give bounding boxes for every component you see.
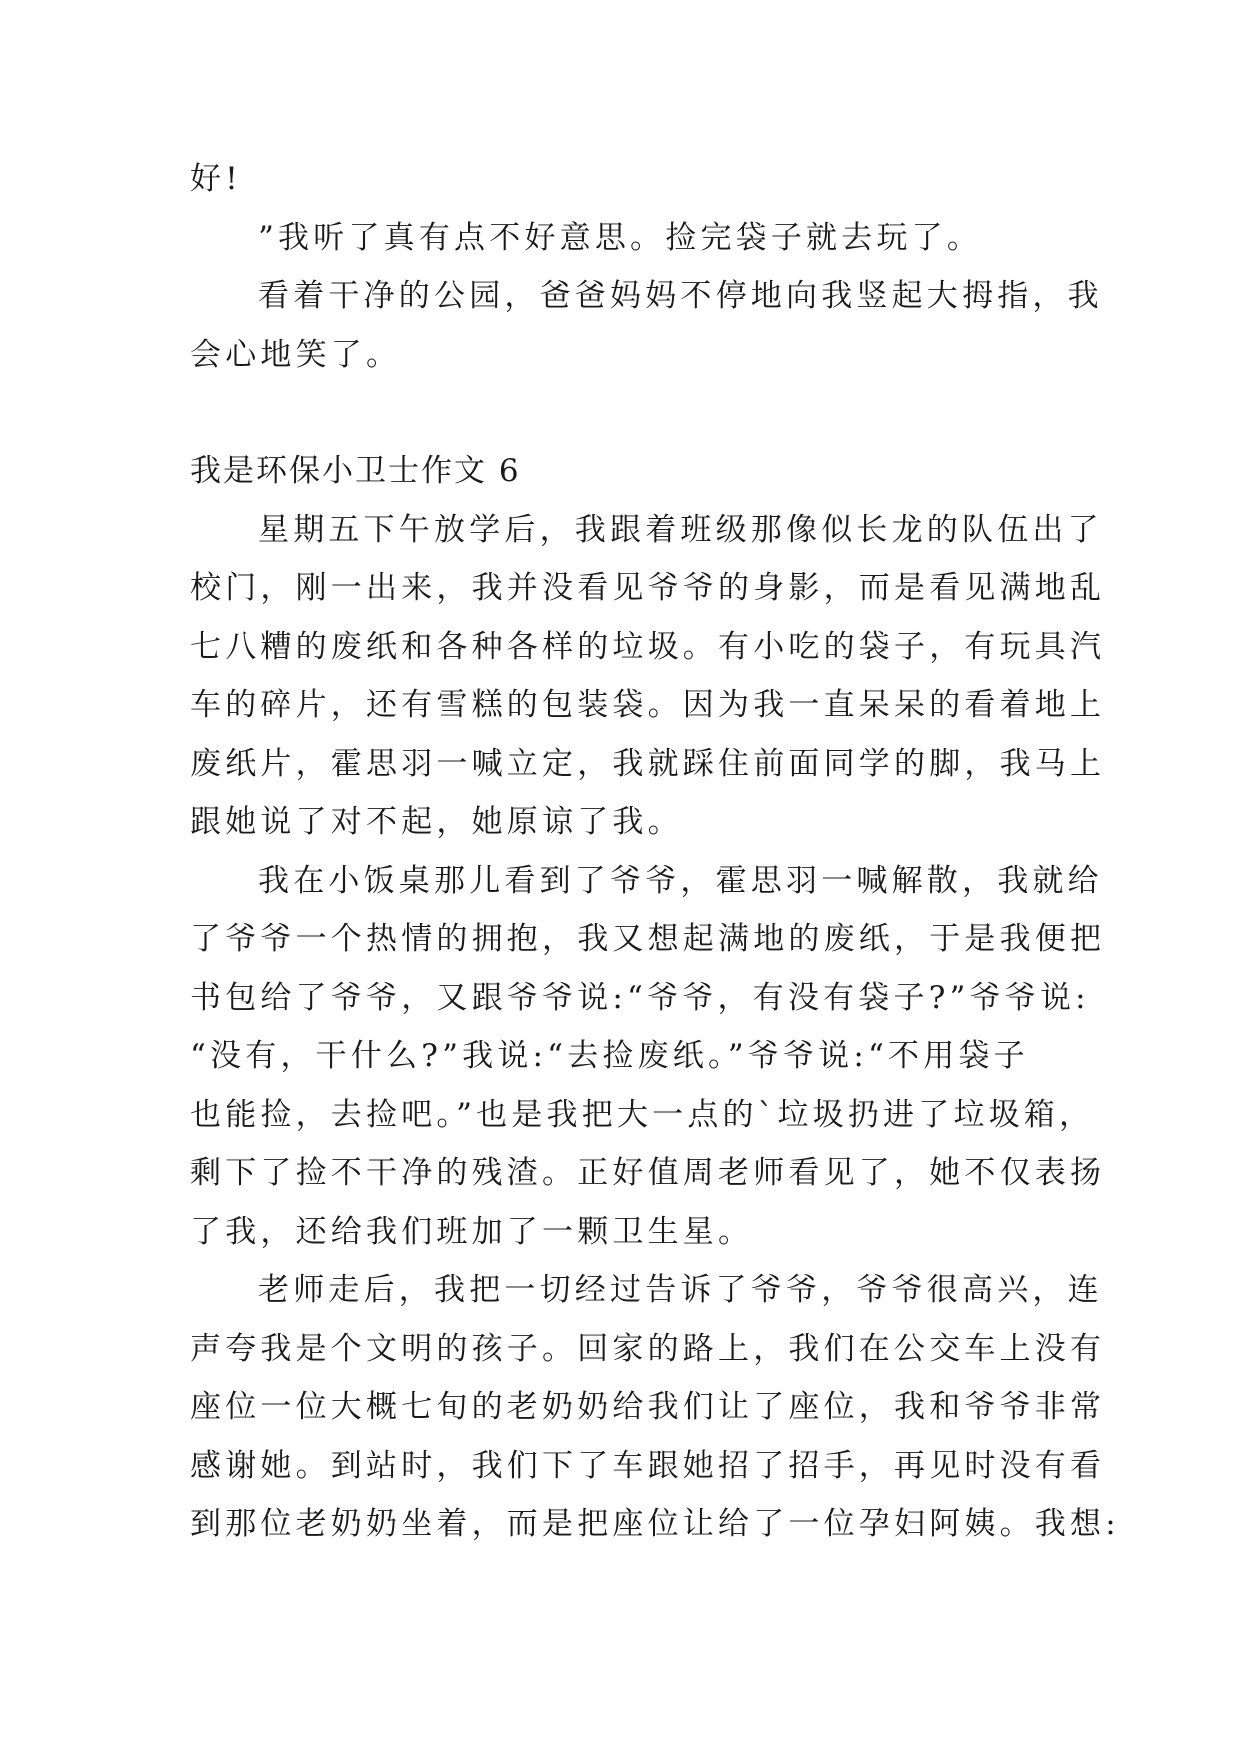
text-line: 了爷爷一个热情的拥抱，我又想起满地的废纸，于是我便把 bbox=[190, 921, 1106, 957]
document-page bbox=[190, 150, 1120, 1554]
section-title: 我是环保小卫士作文 6 bbox=[190, 453, 521, 489]
text-line: 跟她说了对不起，她原谅了我。 bbox=[190, 804, 683, 840]
text-line: 老师走后，我把一切经过告诉了爷爷，爷爷很高兴，连 bbox=[258, 1272, 1103, 1308]
text-line: ”我听了真有点不好意思。捡完袋子就去玩了。 bbox=[258, 219, 983, 256]
paragraph-1 bbox=[190, 501, 1106, 852]
text-line: 声夸我是个文明的孩子。回家的路上，我们在公交车上没有 bbox=[190, 1330, 1106, 1367]
text-line: 好! bbox=[190, 161, 242, 197]
text-line: 会心地笑了。 bbox=[190, 336, 402, 373]
text-line: 到那位老奶奶坐着，而是把座位让给了一位孕妇阿姨。我想: bbox=[190, 1506, 1120, 1542]
paragraph-3 bbox=[190, 1261, 1120, 1554]
text-line: 车的碎片，还有雪糕的包装袋。因为我一直呆呆的看着地上 bbox=[190, 687, 1106, 723]
text-line: 书包给了爷爷，又跟爷爷说:“爷爷，有没有袋子?”爷爷说: bbox=[190, 979, 1090, 1016]
text-line: 了我，还给我们班加了一颗卫生星。 bbox=[190, 1213, 754, 1250]
text-line: 看着干净的公园，爸爸妈妈不停地向我竖起大拇指，我 bbox=[258, 278, 1103, 314]
park-paragraph bbox=[190, 267, 1103, 384]
continuation-paragraph bbox=[190, 150, 1070, 267]
text-line: “没有，干什么?”我说:“去捡废纸。”爷爷说:“不用袋子 bbox=[190, 1038, 1029, 1074]
text-line: 感谢她。到站时，我们下了车跟她招了招手，再见时没有看 bbox=[190, 1447, 1106, 1484]
paragraph-2 bbox=[190, 852, 1106, 1262]
text-line: 校门，刚一出来，我并没看见爷爷的身影，而是看见满地乱 bbox=[190, 570, 1106, 606]
text-line: 废纸片，霍思羽一喊立定，我就踩住前面同学的脚，我马上 bbox=[190, 745, 1106, 782]
text-line: 星期五下午放学后，我跟着班级那像似长龙的队伍出了 bbox=[258, 511, 1103, 548]
text-line: 座位一位大概七旬的老奶奶给我们让了座位，我和爷爷非常 bbox=[190, 1389, 1106, 1425]
text-line: 也能捡，去捡吧。”也是我把大一点的`垃圾扔进了垃圾箱， bbox=[190, 1096, 1095, 1133]
text-line: 我在小饭桌那儿看到了爷爷，霍思羽一喊解散，我就给 bbox=[258, 862, 1103, 899]
text-line: 七八糟的废纸和各种各样的垃圾。有小吃的袋子，有玩具汽 bbox=[190, 628, 1106, 665]
text-line: 剩下了捡不干净的残渣。正好值周老师看见了，她不仅表扬 bbox=[190, 1155, 1106, 1191]
